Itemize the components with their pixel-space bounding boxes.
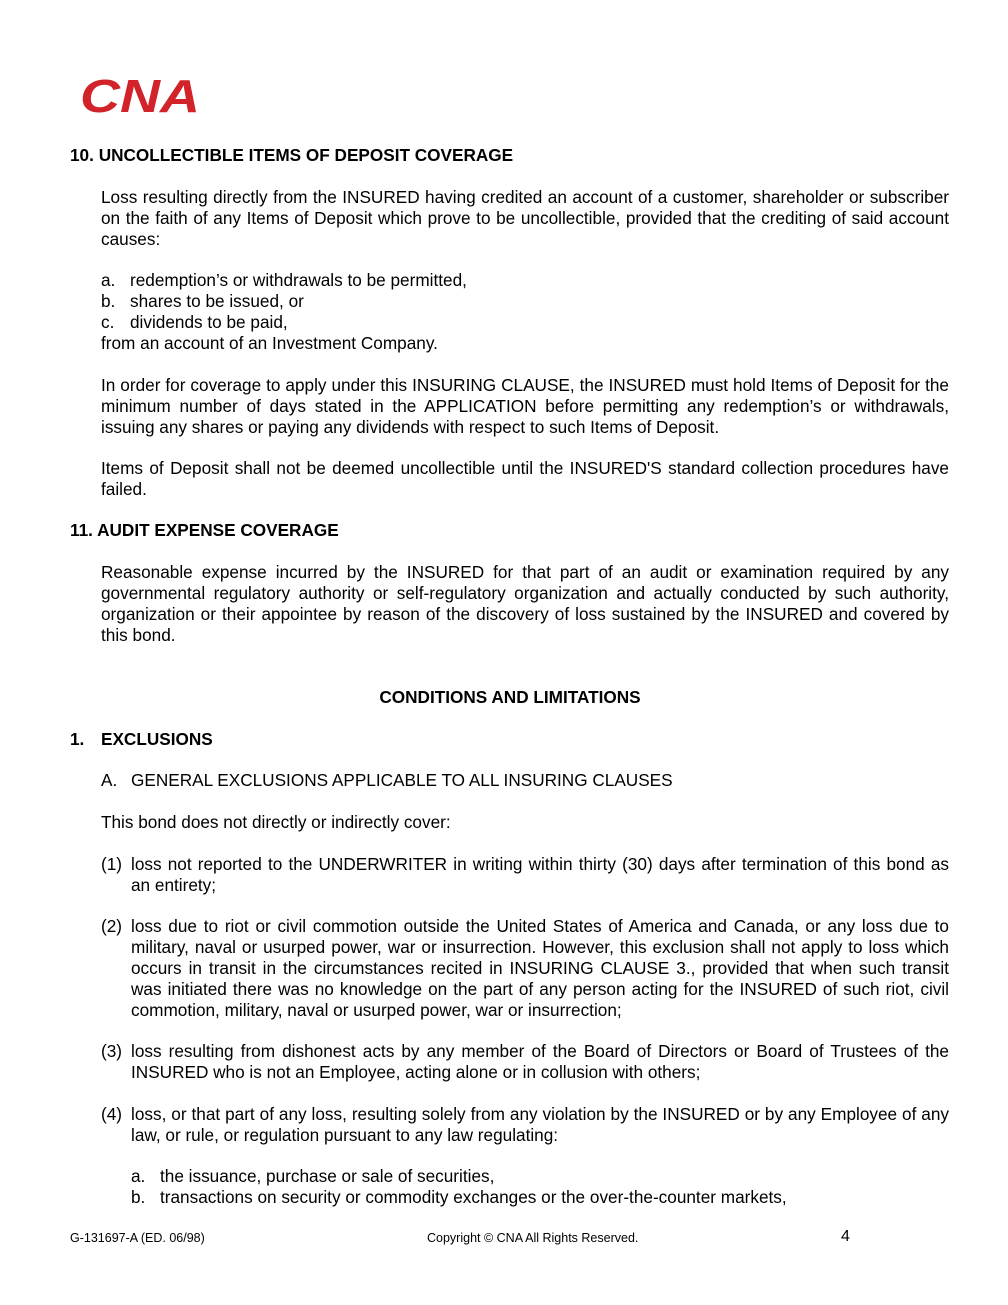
- exclusion-sub-list: [131, 1166, 949, 1208]
- section-10-paragraph-3: Items of Deposit shall not be deemed uncollectible until the INSURED'S standard collection procedures have failed.: [101, 458, 949, 499]
- form-number: G-131697-A (ED. 06/98): [70, 1231, 205, 1245]
- list-marker: c.: [101, 312, 115, 332]
- list-item: [131, 1166, 949, 1187]
- list-text: redemption’s or withdrawals to be permitted,: [130, 270, 467, 290]
- exclusion-item: [101, 1104, 949, 1146]
- exclusion-item: [101, 916, 949, 1021]
- list-marker: b.: [131, 1187, 146, 1207]
- conditions-title: CONDITIONS AND LIMITATIONS: [379, 687, 641, 707]
- section-11-paragraph-1: Reasonable expense incurred by the INSURED for that part of an audit or examination required by any governmental regulatory authority or self-regulatory organization and actually conducted by such authority, organization or their appointee by reason of the discovery of loss sustained by the INSURED and covered by this bond.: [101, 562, 949, 645]
- svg-text:CNA: CNA: [80, 76, 200, 116]
- section-10-paragraph-2: In order for coverage to apply under this INSURING CLAUSE, the INSURED must hold Items of Deposit for the minimum number of days stated in the APPLICATION before permitting any redemption’s or withdrawals, issuing any shares or paying any dividends with respect to such Items of Deposit.: [101, 375, 949, 437]
- exclusion-text: loss, or that part of any loss, resulting solely from any violation by the INSURED or by any Employee of any law, or rule, or regulation pursuant to any law regulating:: [131, 1104, 949, 1145]
- copyright-notice: Copyright © CNA All Rights Reserved.: [427, 1231, 639, 1245]
- exclusions-heading: [70, 729, 213, 750]
- list-text: dividends to be paid,: [130, 312, 288, 332]
- general-exclusions-title: GENERAL EXCLUSIONS APPLICABLE TO ALL INSURING CLAUSES: [131, 770, 673, 790]
- list-marker: b.: [101, 291, 116, 311]
- section-10-title: UNCOLLECTIBLE ITEMS OF DEPOSIT COVERAGE: [98, 145, 514, 165]
- list-text: the issuance, purchase or sale of securities,: [160, 1166, 495, 1186]
- exclusion-text: loss resulting from dishonest acts by any member of the Board of Directors or Board of Trustees of the INSURED who is not an Employee, acting alone or in collusion with others;: [131, 1041, 949, 1082]
- list-item: [101, 291, 949, 312]
- general-exclusions-heading: [101, 770, 673, 791]
- section-10-number: 10.: [70, 145, 94, 165]
- exclusion-marker: (1): [101, 854, 123, 874]
- page-number: 4: [841, 1228, 850, 1245]
- general-exclusions-marker: A.: [101, 770, 118, 790]
- list-trailer: from an account of an Investment Company.: [101, 333, 438, 353]
- exclusion-item: [101, 854, 949, 896]
- exclusions-intro: This bond does not directly or indirectly cover:: [101, 812, 451, 832]
- exclusions-number: 1.: [70, 729, 85, 749]
- list-text: shares to be issued, or: [130, 291, 304, 311]
- exclusion-marker: (3): [101, 1041, 123, 1061]
- section-10-list: [101, 270, 949, 354]
- exclusion-marker: (4): [101, 1104, 123, 1124]
- exclusion-item: [101, 1041, 949, 1083]
- section-11-heading: [70, 520, 339, 541]
- section-11-number: 11.: [70, 520, 93, 540]
- list-marker: a.: [101, 270, 116, 290]
- section-10-heading: [70, 145, 513, 166]
- exclusion-text: loss not reported to the UNDERWRITER in writing within thirty (30) days after termination of this bond as an entirety;: [131, 854, 949, 895]
- section-10-paragraph-1: Loss resulting directly from the INSURED having credited an account of a customer, shareholder or subscriber on the faith of any Items of Deposit which prove to be uncollectible, provided that the crediting of said account causes:: [101, 187, 949, 249]
- exclusions-title: EXCLUSIONS: [101, 729, 213, 749]
- list-item: [131, 1187, 949, 1208]
- list-item: [101, 270, 949, 291]
- cna-logo: [80, 76, 202, 116]
- list-marker: a.: [131, 1166, 146, 1186]
- exclusion-text: loss due to riot or civil commotion outside the United States of America and Canada, or any loss due to military, naval or usurped power, war or insurrection. However, this exclusion shall not apply to loss which occurs in transit in the circumstances recited in INSURING CLAUSE 3., provided that when such transit was initiated there was no knowledge on the part of any person acting for the INSURED of such riot, civil commotion, military, naval or usurped power, war or insurrection;: [131, 916, 949, 1020]
- section-11-title: AUDIT EXPENSE COVERAGE: [97, 520, 339, 540]
- exclusion-marker: (2): [101, 916, 123, 936]
- list-text: transactions on security or commodity exchanges or the over-the-counter markets,: [160, 1187, 787, 1207]
- list-item: [101, 312, 949, 333]
